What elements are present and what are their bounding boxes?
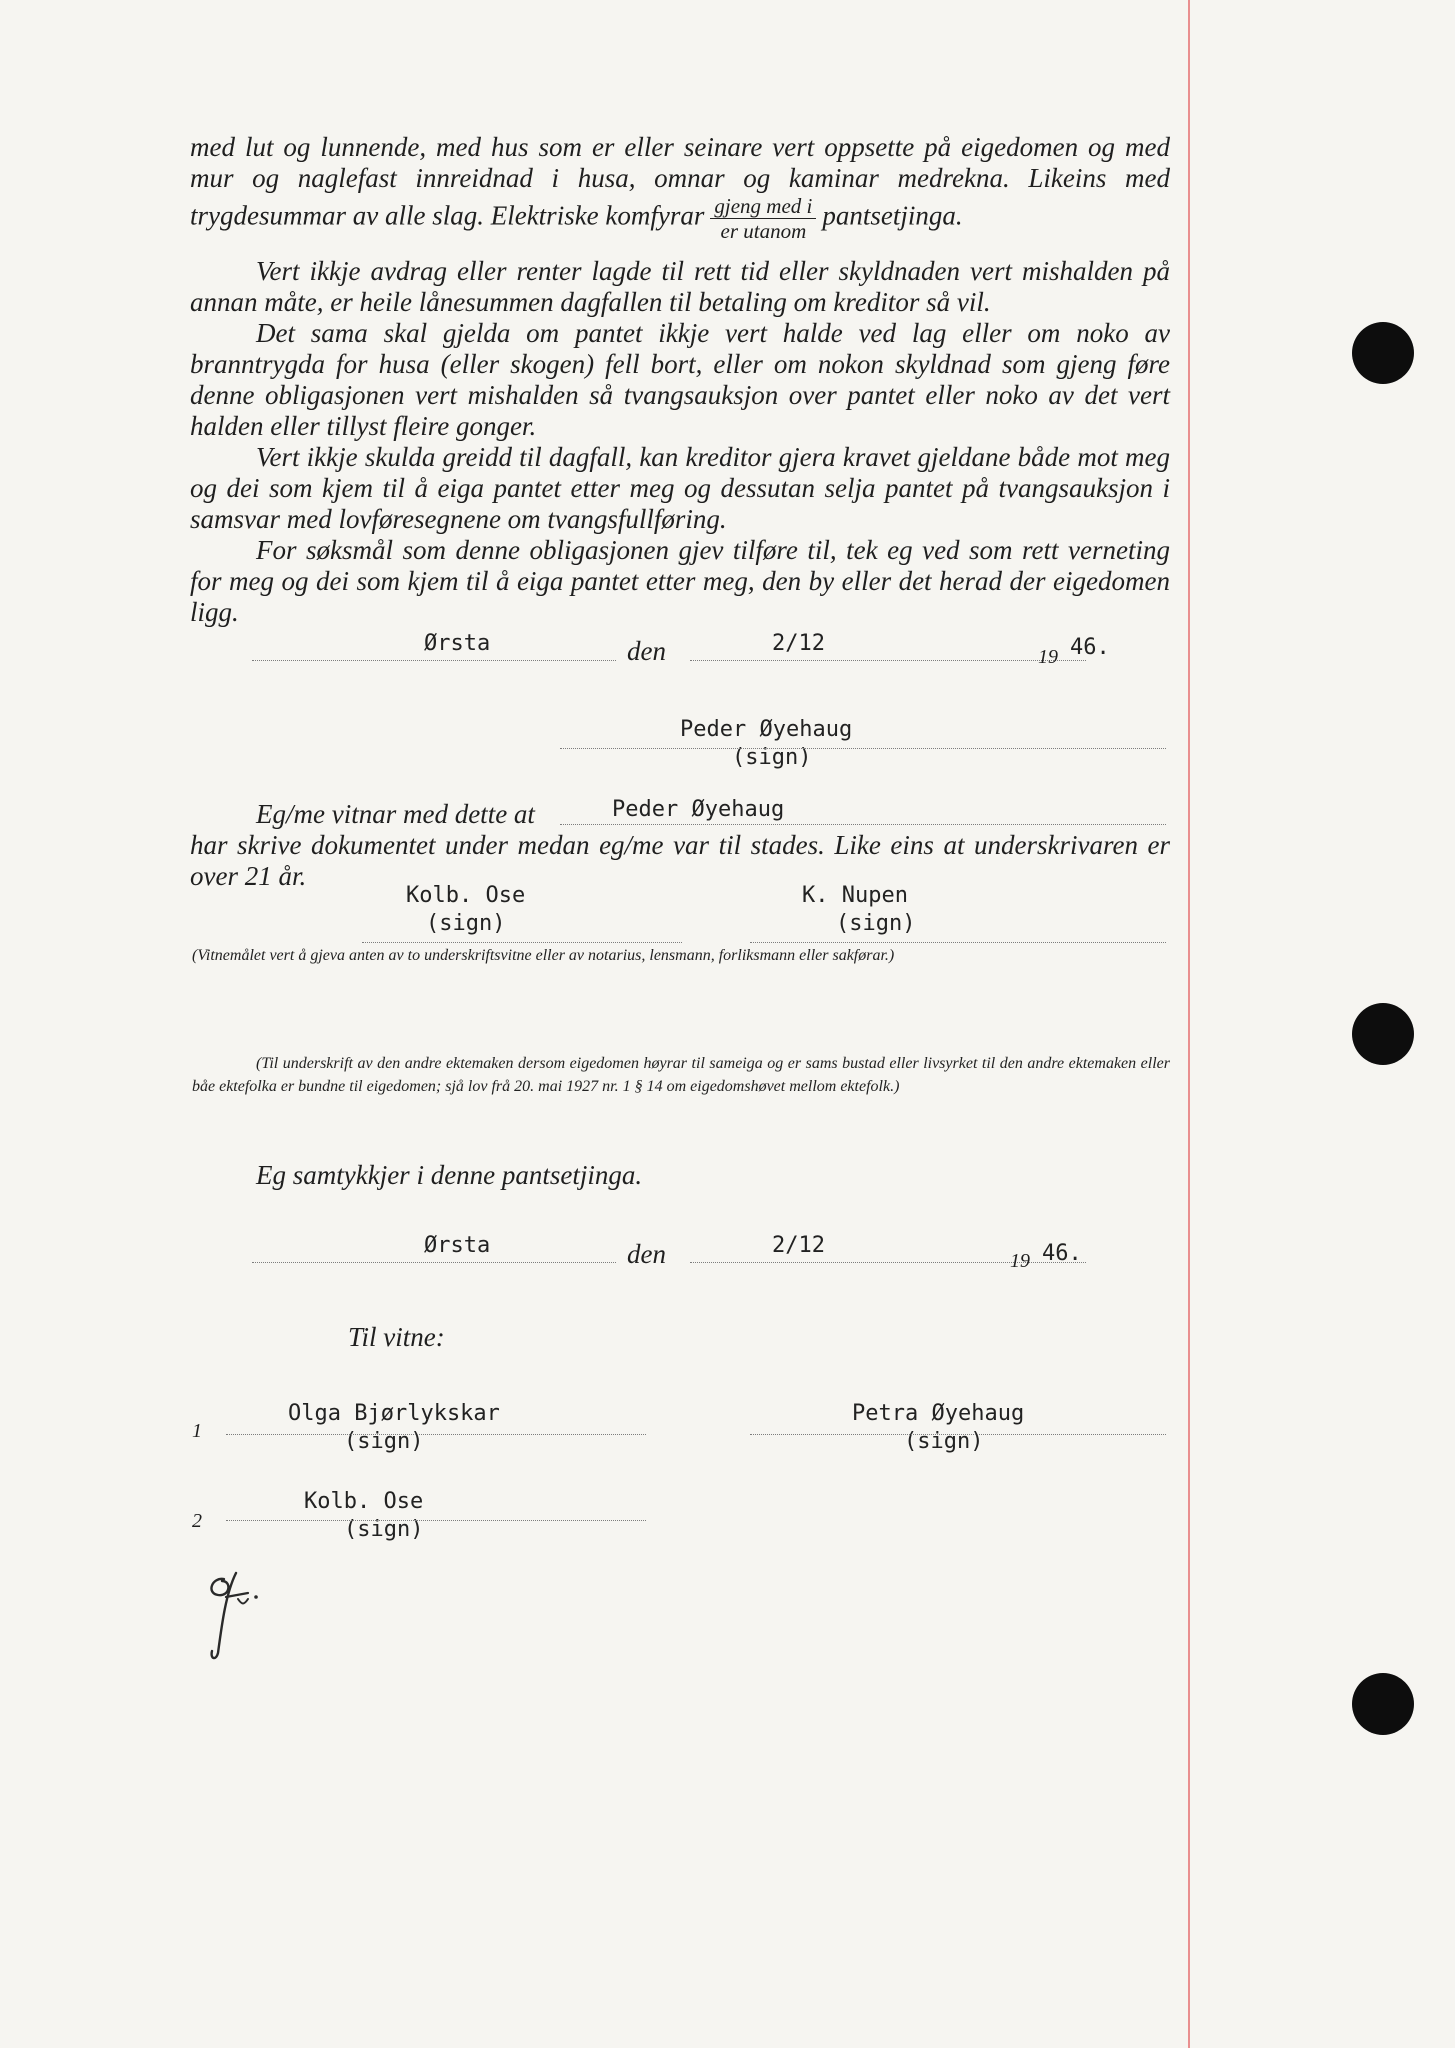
witness-name: K. Nupen bbox=[802, 883, 908, 908]
date-place: Ørsta bbox=[424, 1233, 491, 1258]
date-value: 2/12 bbox=[772, 1233, 825, 1258]
year-suffix: 46. bbox=[1042, 1241, 1082, 1266]
witness-decl-text: har skrive dokumentet under medan eg/me var til stades. Like eins at underskrivaren er over 21 år. bbox=[190, 830, 1170, 891]
witness-line bbox=[362, 942, 682, 943]
place-line bbox=[252, 660, 616, 661]
date-value: 2/12 bbox=[772, 631, 825, 656]
date-den: den bbox=[627, 1239, 666, 1269]
binder-hole-icon bbox=[1352, 1003, 1414, 1065]
witness-note: (Vitnemålet vert å gjeva anten av to underskriftsvitne eller av notarius, lensmann, forliksmann eller sakførar.) bbox=[192, 947, 895, 964]
witness-sign: (sign) bbox=[836, 911, 916, 936]
witness-line bbox=[226, 1520, 646, 1521]
binder-hole-icon bbox=[1352, 1673, 1414, 1735]
binder-hole-icon bbox=[1352, 322, 1414, 384]
handwritten-initials-icon bbox=[196, 1553, 260, 1663]
paragraph-enforcement: Vert ikkje skulda greidd til dagfall, kan kreditor gjera kravet gjeldane både mot meg og dei som kjem til å eiga pantet etter meg og dessutan selja pantet på tvangsauksjon i samsvar med lovføresegnene om tvangsfullføring. bbox=[190, 442, 1170, 534]
witness-sign: (sign) bbox=[344, 1517, 424, 1542]
date-place: Ørsta bbox=[424, 631, 491, 656]
witness-sign: (sign) bbox=[426, 911, 506, 936]
paragraph-default: Vert ikkje avdrag eller renter lagde til rett tid eller skyldnaden vert mishalden på annan måte, er heile lånesummen dagfallen til betaling om kreditor så vil. bbox=[190, 256, 1170, 317]
fraction-top: gjeng med i bbox=[710, 194, 816, 219]
fraction-bottom: er utanom bbox=[720, 219, 807, 243]
spouse-signature-line bbox=[750, 1434, 1166, 1435]
year-suffix: 46. bbox=[1070, 635, 1110, 660]
place-line bbox=[252, 1262, 616, 1263]
til-vitne-label: Til vitne: bbox=[348, 1322, 445, 1352]
signer-name: Peder Øyehaug bbox=[680, 717, 853, 742]
witness-decl-line bbox=[560, 824, 1166, 825]
witness-name: Olga Bjørlykskar bbox=[288, 1401, 500, 1426]
date-den: den bbox=[627, 636, 666, 666]
witness-decl-prefix: Eg/me vitnar med dette at bbox=[256, 799, 535, 829]
fraction-choice bbox=[710, 194, 816, 243]
witness-sign: (sign) bbox=[344, 1429, 424, 1454]
witness-line bbox=[750, 942, 1166, 943]
paragraph-collateral: Det sama skal gjelda om pantet ikkje vert halde ved lag eller om noko av branntrygda for husa (eller skogen) fell bort, eller om nokon skyldnad som gjeng føre denne obligasjonen vert mishalden så tvangsauksjon over pantet eller noko av det vert halden eller tillyst fleire gonger. bbox=[190, 318, 1170, 441]
margin-line bbox=[1188, 0, 1190, 2048]
year-prefix: 19 bbox=[1038, 646, 1058, 668]
witness-line bbox=[226, 1434, 646, 1435]
paragraph-property-text: med lut og lunnende, med hus som er eller seinare vert oppsette på eigedomen og med mur og naglefast innreidnad i husa, omnar og kaminar medrekna. Likeins med trygdesummar av alle slag. Elektriske komfyrar bbox=[190, 132, 1170, 231]
witness-name: Kolb. Ose bbox=[304, 1489, 424, 1514]
spouse-note: (Til underskrift av den andre ektemaken dersom eigedomen høyrar til sameiga og er sams bustad eller livsyrket til den andre ektemaken eller båe ektefolka er bundne til eigedomen; sjå lov frå 20. mai 1927 nr. 1 § 14 om eigedomshøvet mellom ektefolk.) bbox=[192, 1055, 1170, 1095]
paragraph-property bbox=[190, 132, 1170, 243]
consent-text: Eg samtykkjer i denne pantsetjinga. bbox=[256, 1160, 643, 1190]
witness-number: 1 bbox=[192, 1420, 202, 1442]
witness-number: 2 bbox=[192, 1510, 202, 1532]
paragraph-venue: For søksmål som denne obligasjonen gjev tilføre til, tek eg ved som rett verneting for meg og dei som kjem til å eiga pantet etter meg, den by eller det herad der eigedomen ligg. bbox=[190, 535, 1170, 627]
witness-decl-name: Peder Øyehaug bbox=[612, 797, 785, 822]
paragraph-property-end: pantsetjinga. bbox=[822, 200, 963, 231]
date-line bbox=[690, 660, 1086, 661]
spouse-signer-name: Petra Øyehaug bbox=[852, 1401, 1025, 1426]
year-prefix: 19 bbox=[1010, 1250, 1030, 1272]
signer-sign: (sign) bbox=[732, 745, 812, 770]
spouse-signer-sign: (sign) bbox=[904, 1429, 984, 1454]
witness-name: Kolb. Ose bbox=[406, 883, 526, 908]
signature-line bbox=[560, 748, 1166, 749]
